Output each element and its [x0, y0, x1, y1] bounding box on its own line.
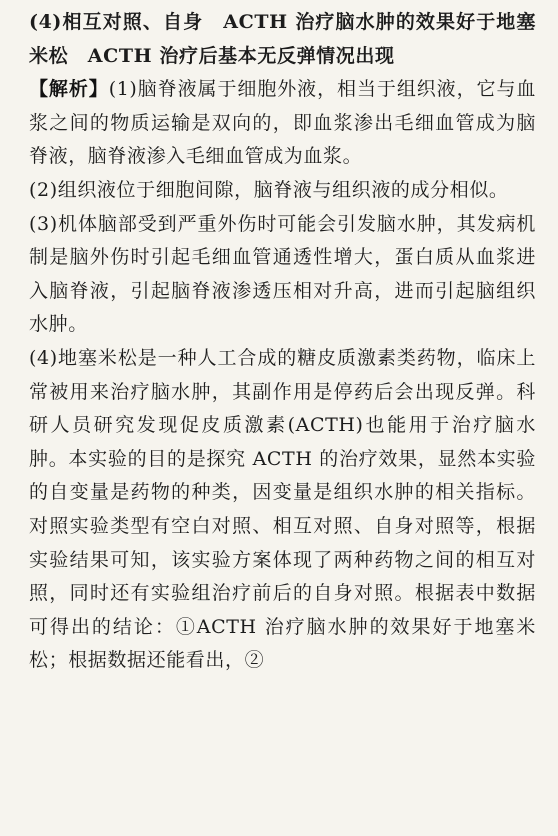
- analysis-tag: 【解析】: [29, 78, 109, 101]
- analysis-text-1: (1)脑脊液属于细胞外液，相当于组织液，它与血浆之间的物质运输是双向的，即血浆渗出毛细血管成为脑脊液，脑脊液渗入毛细血管成为血浆。: [29, 78, 536, 168]
- analysis-paragraph-1: [29, 73, 536, 174]
- answer-line: (4)相互对照、自身 ACTH 治疗脑水肿的效果好于地塞米松 ACTH 治疗后基本无反弹情况出现: [29, 11, 536, 67]
- analysis-paragraph-3: (3)机体脑部受到严重外伤时可能会引发脑水肿，其发病机制是脑外伤时引起毛细血管通透性增大，蛋白质从血浆进入脑脊液，引起脑脊液渗透压相对升高，进而引起脑组织水肿。: [29, 212, 536, 336]
- analysis-paragraph-2: (2)组织液位于细胞间隙，脑脊液与组织液的成分相似。: [29, 178, 509, 201]
- analysis-paragraph-4: (4)地塞米松是一种人工合成的糖皮质激素类药物，临床上常被用来治疗脑水肿，其副作用是停药后会出现反弹。科研人员研究发现促皮质激素(ACTH)也能用于治疗脑水肿。本实验的目的是探究 ACTH 的治疗效果，显然本实验的自变量是药物的种类，因变量是组织水肿的相关指标。对照实验类型有空白对照、相互对照、自身对照等，根据实验结果可知，该实验方案体现了两种药物之间的相互对照，同时还有实验组治疗前后的自身对照。根据表中数据可得出的结论：①ACTH 治疗脑水肿的效果好于地塞米松；根据数据还能看出，②: [29, 346, 536, 672]
